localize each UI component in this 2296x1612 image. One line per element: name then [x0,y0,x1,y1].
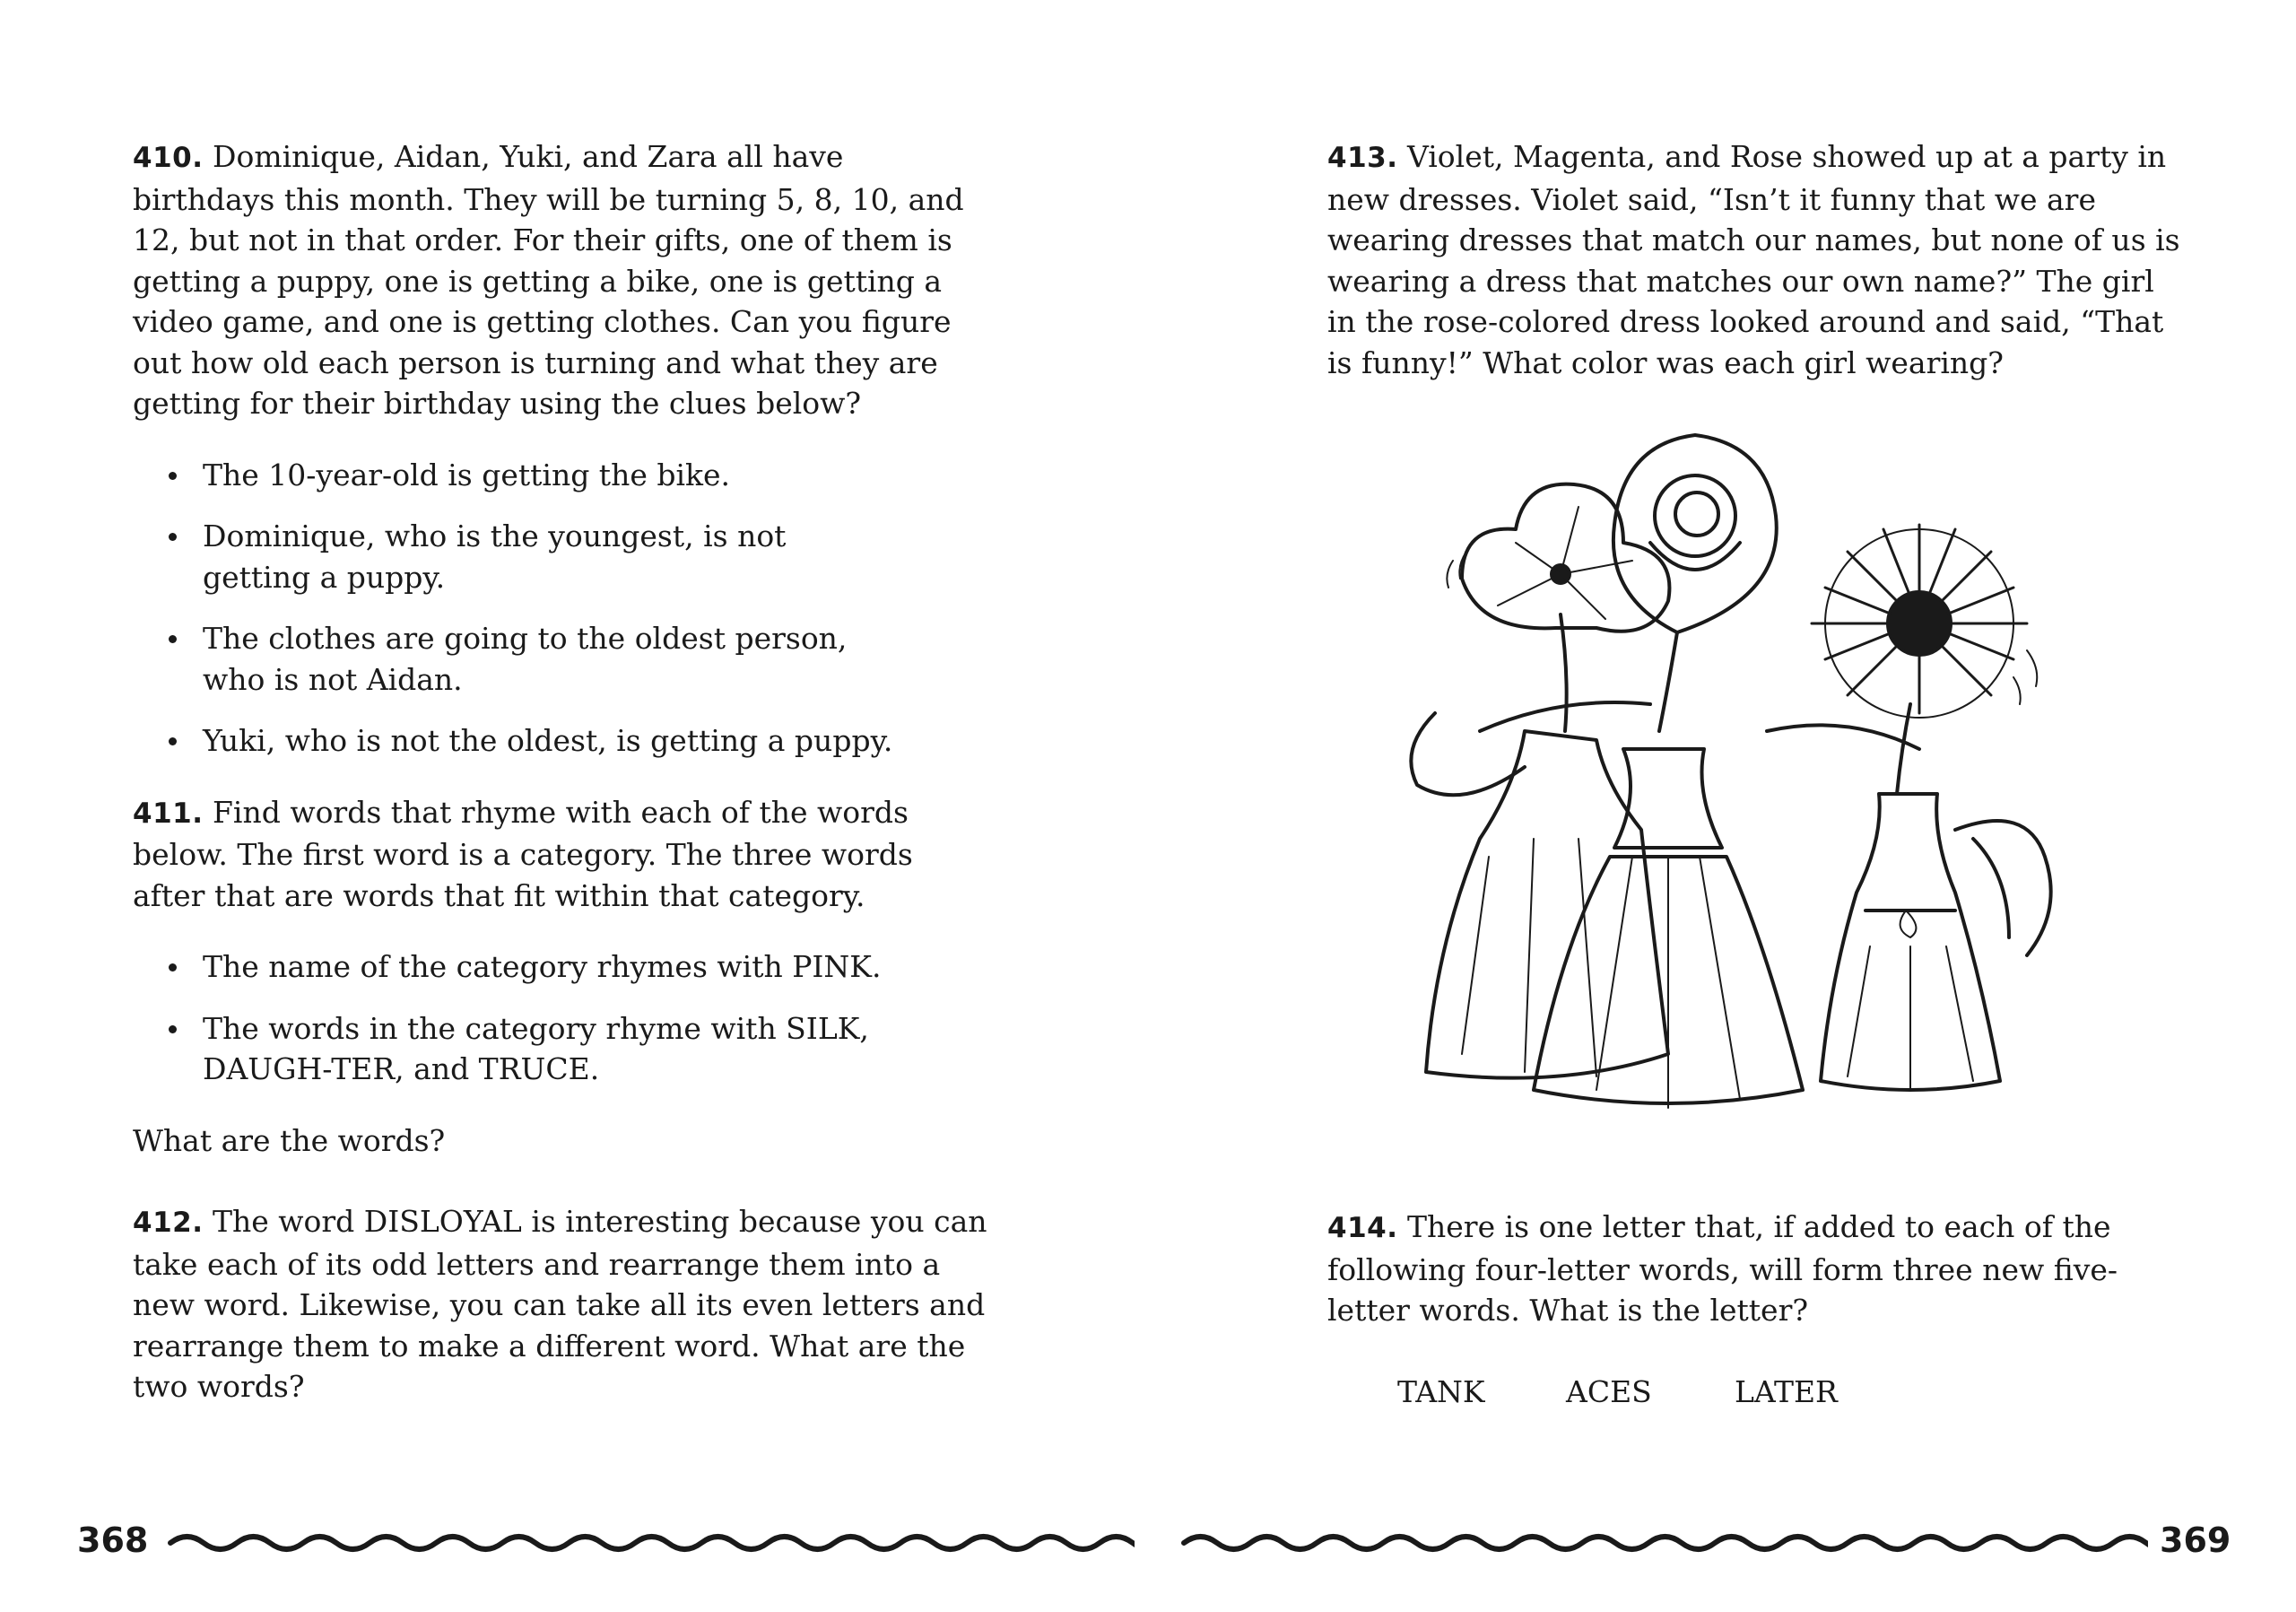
puzzle-number: 411. [133,797,204,830]
flower-dresses-illustration-icon [1381,408,2081,1117]
page-number-right: 369 [2160,1521,2231,1560]
list-item [203,946,994,988]
puzzle-number: 413. [1327,142,1398,174]
puzzle-411-question: What are the words? [133,1122,446,1158]
wave-divider-right-icon [1179,1523,2148,1559]
rose-flower [1613,435,1777,632]
puzzle-number: 414. [1327,1212,1398,1244]
clue-text: Dominique, who is the youngest, is not getting a puppy. [203,518,787,595]
clue-list-410 [133,455,994,762]
puzzle-text: There is one letter that, if added to each of the following four-letter words, will form three new five-letter words. What is the letter? [1327,1209,2118,1328]
clue-text: The clothes are going to the oldest person, who is not Aidan. [203,621,848,697]
list-item [203,516,994,597]
word-item: TANK [1397,1373,1485,1409]
right-page-column [1327,136,2188,383]
puzzle-413 [1327,136,2188,383]
list-item [203,618,994,700]
clue-text: The name of the category rhymes with PINK. [203,949,882,984]
puzzle-412 [133,1201,994,1407]
puzzle-text: Find words that rhyme with each of the words below. The first word is a category. The three words after that are words that fit within that category. [133,794,913,913]
puzzle-text: Violet, Magenta, and Rose showed up at a party in new dresses. Violet said, “Isn’t it funny that we are wearing dresses that match our names, but none of us is wearing a dress that matches our own name?” The girl in the rose-colored dress looked around and said, “That is funny!” What color was each girl wearing? [1327,139,2180,380]
right-page-lower-column [1327,1207,2188,1412]
puzzle-number: 412. [133,1207,204,1239]
list-item [203,1008,994,1090]
page-number-left: 368 [77,1521,149,1560]
puzzle-410 [133,136,976,424]
puzzle-number: 410. [133,142,204,174]
word-item: LATER [1735,1373,1838,1409]
word-item: ACES [1566,1373,1652,1409]
puzzle-text: Dominique, Aidan, Yuki, and Zara all have birthdays this month. They will be turning 5, 8, 10, and 12, but not in that order. For their gifts, one of them is getting a puppy, one is getting a bike, one is getting a video game, and one is getting clothes. Can you figure out how old each person is turning and what they are getting for their birthday using the clues below? [133,139,964,421]
clue-text: The words in the category rhyme with SILK, DAUGH-TER, and TRUCE. [203,1010,869,1086]
wave-divider-left-icon [166,1523,1135,1559]
list-item [203,455,994,496]
clue-list-411 [133,946,994,1090]
puzzle-411 [133,792,994,917]
middle-dress [1534,749,1803,1108]
puzzle-414 [1327,1207,2188,1331]
clue-text: Yuki, who is not the oldest, is getting a puppy. [203,723,893,758]
list-item [203,720,994,762]
word-list-414 [1397,1372,2188,1413]
pansy-flower [1462,484,1669,632]
left-page-column [133,136,994,1407]
daisy-flower [1812,525,2027,718]
puzzle-text: The word DISLOYAL is interesting because you can take each of its odd letters and rearrange them into a new word. Likewise, you can take all its even letters and rearrange them to make a different word. What are the two words? [133,1204,987,1404]
clue-text: The 10-year-old is getting the bike. [203,457,731,492]
